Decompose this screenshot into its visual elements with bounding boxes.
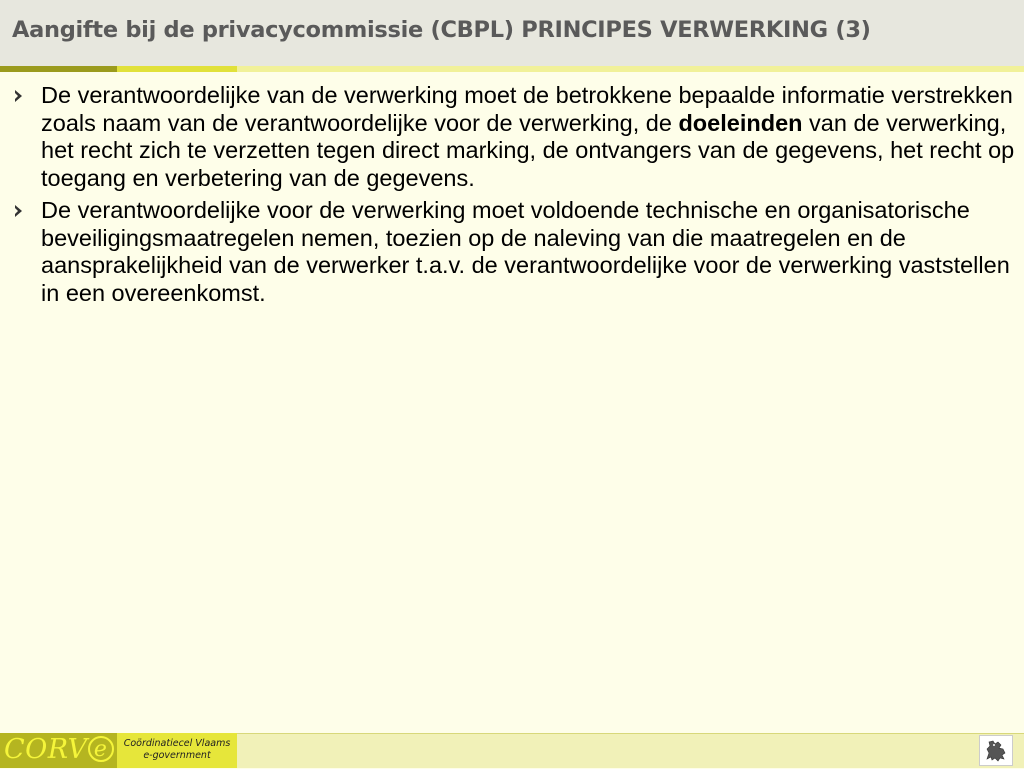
logo-e-icon: e xyxy=(88,736,114,762)
slide-content xyxy=(12,82,1016,312)
accent-stripe-light xyxy=(237,66,1024,72)
bullet-bold-term: doeleinden xyxy=(678,109,803,136)
bullet-arrow-icon xyxy=(15,205,22,217)
footer xyxy=(0,733,1024,768)
bullet-item xyxy=(12,197,1016,307)
bullet-text: De verantwoordelijke voor de verwerking moet voldoende technische en organisatorische beveiligingsmaatregelen nemen, toezien op de naleving van die maatregelen en de aansprakelijkheid van de verwerker t.a.v. de verantwoordelijke voor de verwerking vaststellen in een overeenkomst. xyxy=(41,197,1010,306)
lion-emblem-svg xyxy=(980,736,1012,765)
org-name xyxy=(117,733,237,768)
bullet-text: De verantwoordelijke van de verwerking moet de betrokkene bepaalde informatie verstrekken zoals naam van de verantwoordelijke voor de verwerking, de xyxy=(41,82,1013,136)
bullet-text: van de verwerking, het recht zich te verzetten tegen direct marking, de ontvangers van de gegevens, het recht op toegang en verbetering van de gegevens. xyxy=(41,109,1015,191)
logo-text xyxy=(4,734,114,765)
org-name-line1: Coördinatiecel Vlaams xyxy=(123,738,231,749)
bullet-arrow-icon xyxy=(15,90,22,102)
slide-title: Aangifte bij de privacycommissie (CBPL) PRINCIPES VERWERKING (3) xyxy=(12,17,871,43)
accent-stripe-mid xyxy=(117,66,237,72)
title-bar xyxy=(0,0,1024,66)
logo-corv: CORV xyxy=(4,734,88,765)
corve-logo xyxy=(0,733,117,768)
accent-stripe-dark xyxy=(0,66,117,72)
org-name-line2: e-government xyxy=(143,750,211,761)
bullet-item xyxy=(12,82,1016,192)
flemish-lion-icon xyxy=(979,735,1013,766)
